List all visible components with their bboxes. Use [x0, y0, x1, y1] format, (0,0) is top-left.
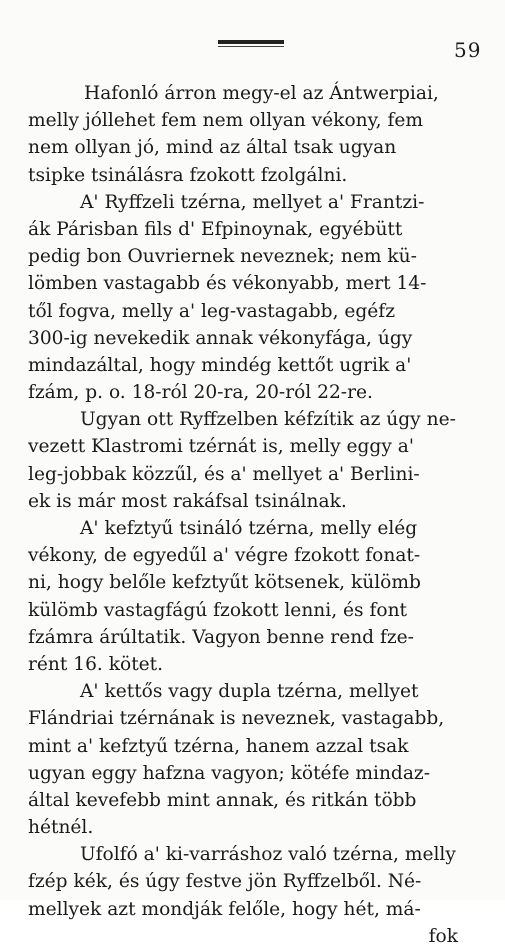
text-line: által kevefebb mint annak, és ritkán több: [28, 789, 417, 811]
text-line: 300-ig nevekedik annak vékonyfága, úgy: [28, 327, 413, 349]
text-line: ák Párisban fils d' Efpinoynak, egyébütt: [28, 218, 403, 240]
header-ornament-rule-thin: [218, 46, 284, 47]
text-line: ek is már most rakáfsal tsinálnak.: [28, 490, 347, 512]
text-line: mint a' kefztyű tzérna, hanem azzal tsak: [28, 735, 409, 757]
text-line: tsipke tsinálásra fzokott fzolgálni.: [28, 164, 348, 186]
text-line: fzámra árúltatik. Vagyon benne rend fze-: [28, 626, 414, 648]
text-line: mellyek azt mondják felőle, hogy hét, má-: [28, 898, 421, 920]
text-line: Flándriai tzérnának is neveznek, vastagabb,: [28, 708, 445, 730]
text-line: fzép kék, és úgy festve jön Ryffzelből. Né-: [28, 871, 422, 893]
text-line: A' Ryffzeli tzérna, mellyet a' Frantzi-: [80, 191, 425, 213]
text-line: Hafonló árron megy-el az Ántwerpiai,: [84, 83, 439, 104]
text-line: től fogva, melly a' leg-vastagabb, egéfz: [28, 300, 395, 322]
text-line: külömb vastagfágú fzokott lenni, és font: [28, 599, 408, 621]
text-line: melly jóllehet fem nem ollyan vékony, fem: [28, 110, 423, 132]
text-line: Ugyan ott Ryffzelben kéfzítik az úgy ne-: [80, 409, 456, 431]
text-line: vékony, de egyedűl a' végre fzokott fonat-: [28, 545, 421, 567]
text-line: pedig bon Ouvriernek neveznek; nem kü-: [28, 246, 417, 268]
text-line: fzám, p. o. 18-ról 20-ra, 20-ról 22-re.: [28, 382, 373, 404]
text-line: mindazáltal, hogy mindég kettőt ugrik a': [28, 354, 412, 376]
text-line: leg-jobbak közzűl, és a' mellyet a' Berlini-: [28, 463, 420, 485]
text-line: ni, hogy belőle kefztyűt kötsenek, külömb: [28, 572, 421, 594]
text-line: rént 16. kötet.: [28, 653, 164, 675]
text-line: vezett Klastromi tzérnát is, melly eggy a': [28, 436, 414, 458]
text-line: A' kettős vagy dupla tzérna, mellyet: [80, 681, 419, 703]
catchword: fok: [428, 925, 458, 947]
text-line: Ufolfó a' ki-varráshoz való tzérna, melly: [80, 844, 456, 866]
body-text: [28, 80, 488, 950]
text-line: lömben vastagabb és vékonyabb, mert 14-: [28, 273, 427, 295]
text-line: A' kefztyű tsináló tzérna, melly elég: [80, 518, 418, 539]
text-line: ugyan eggy hafzna vagyon; kötéfe mindaz-: [28, 762, 430, 784]
text-line: nem ollyan jó, mind az által tsak ugyan: [28, 137, 397, 159]
header-ornament-rule: [218, 40, 284, 44]
text-line: hétnél.: [28, 817, 94, 839]
page-number: 59: [454, 38, 482, 62]
